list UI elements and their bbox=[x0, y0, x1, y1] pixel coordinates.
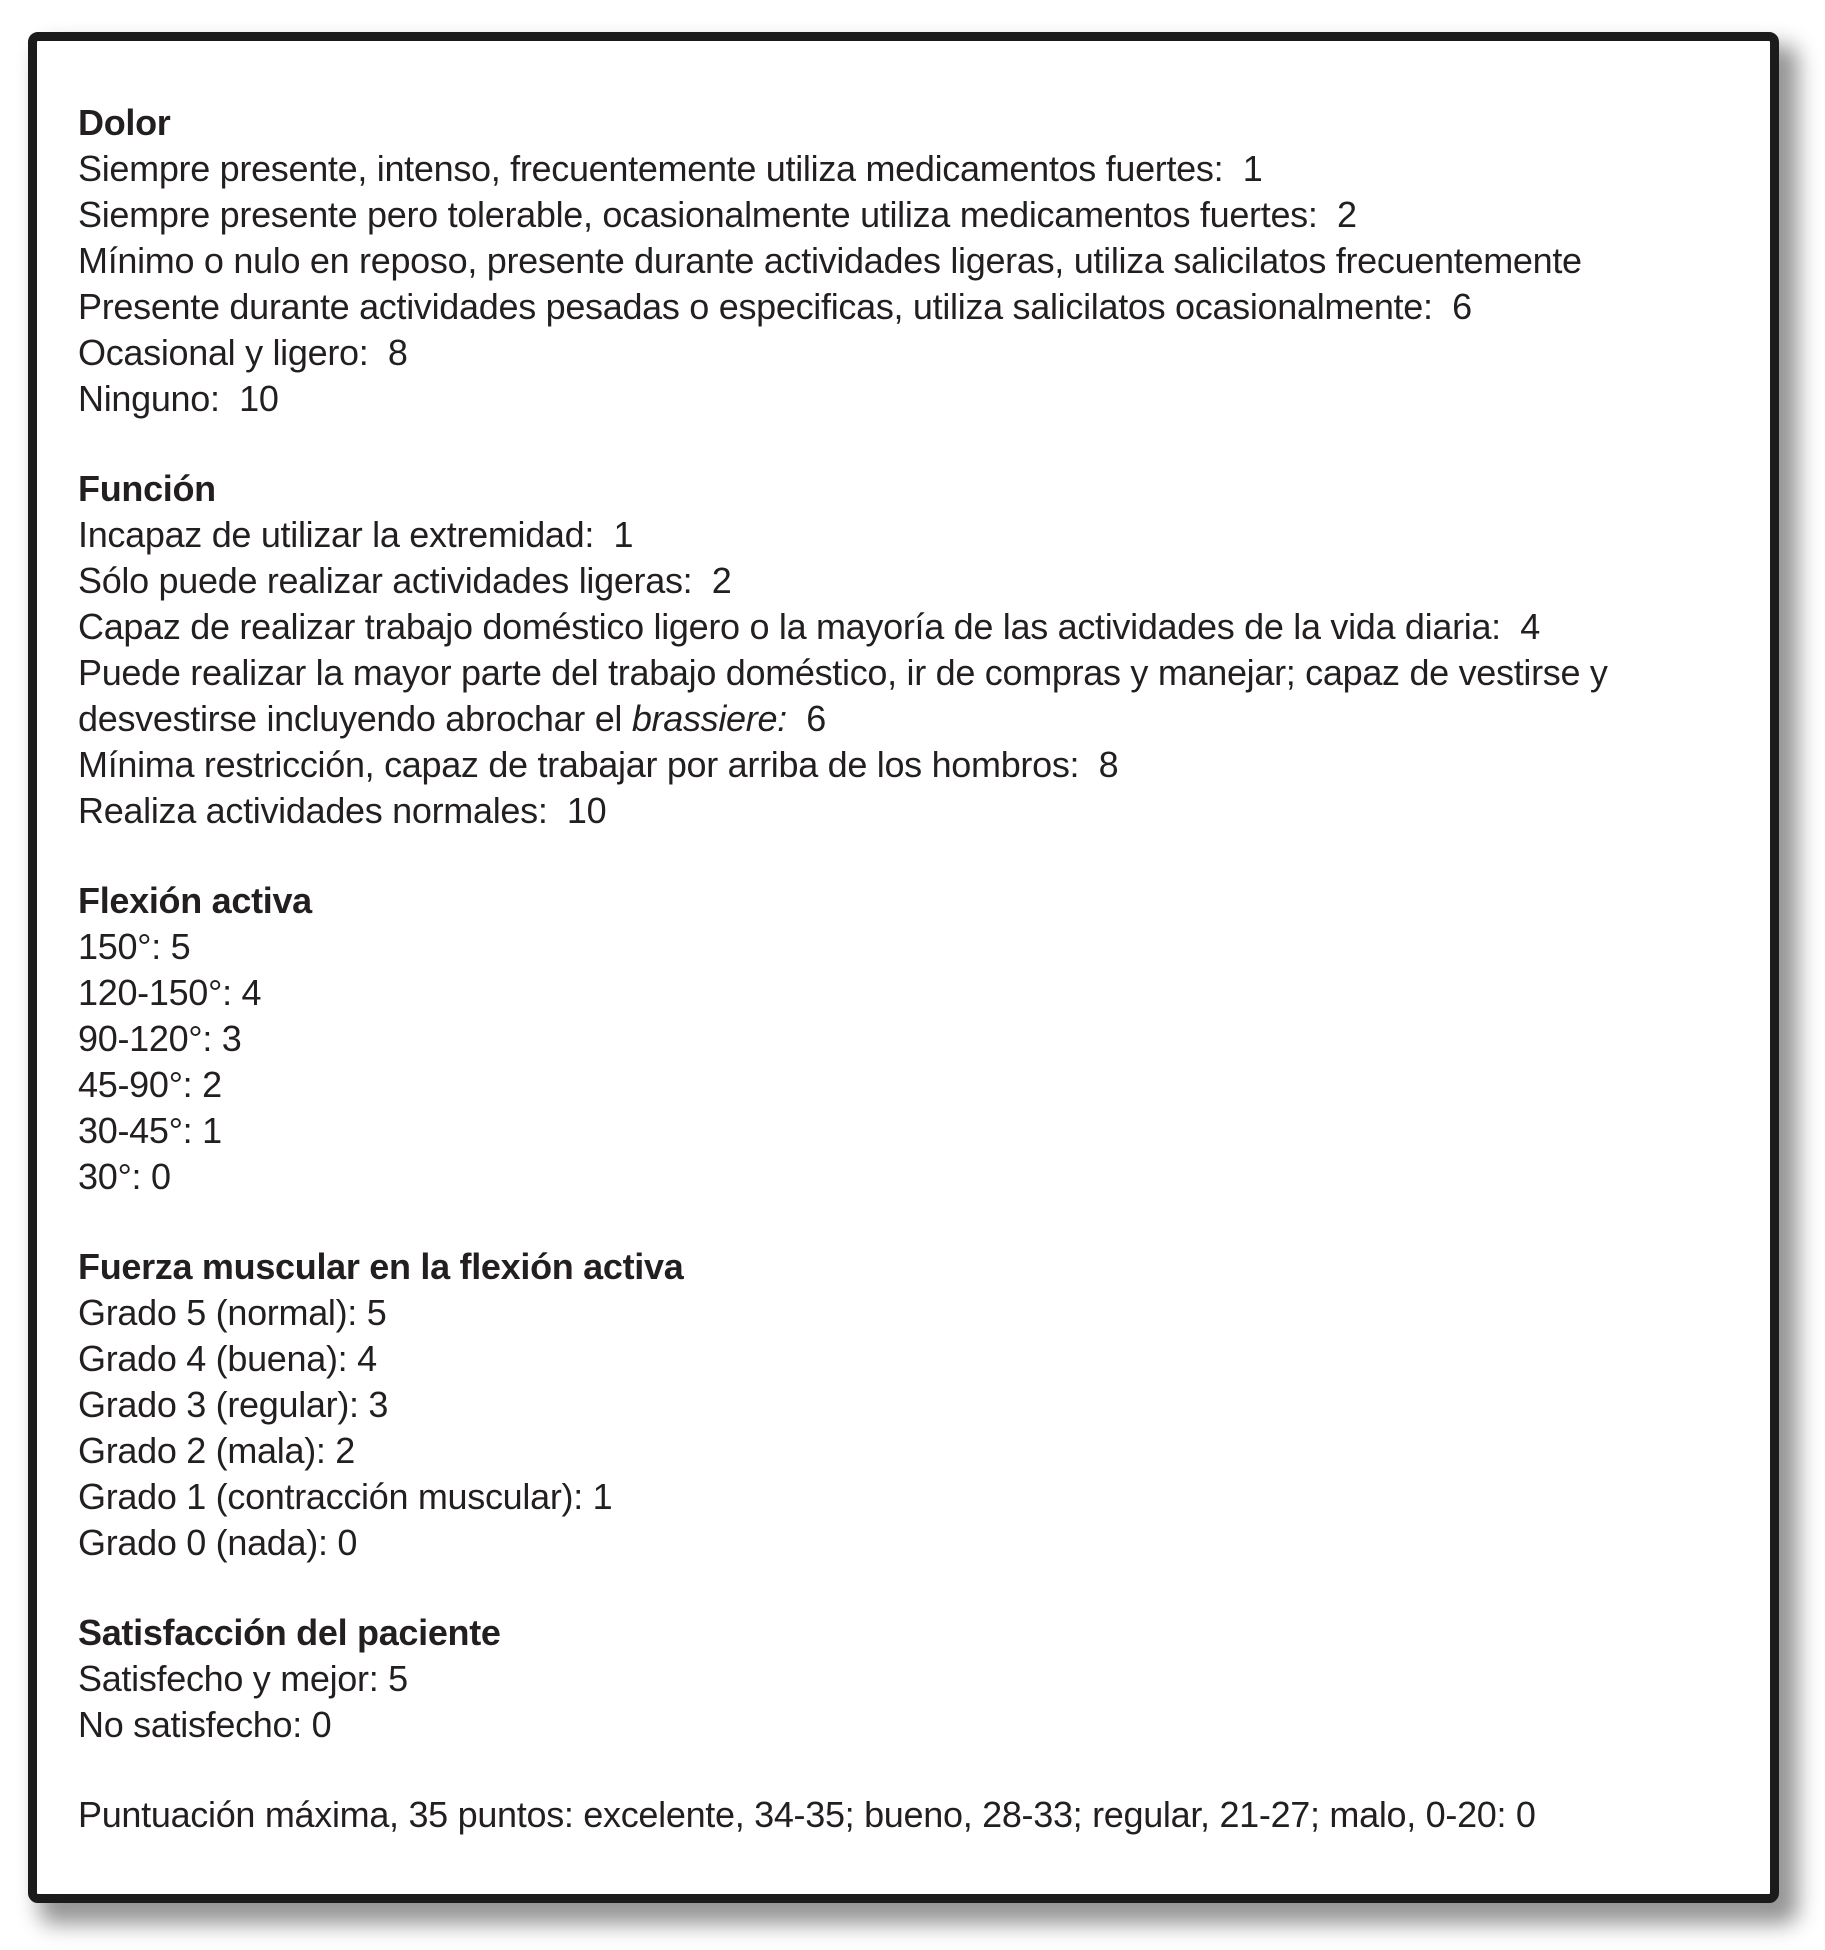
score-line bbox=[78, 1382, 1698, 1428]
score-section bbox=[78, 100, 1698, 422]
score-line bbox=[78, 1016, 1698, 1062]
score-line bbox=[78, 1702, 1698, 1748]
score-line bbox=[78, 376, 1698, 422]
score-line bbox=[78, 1474, 1698, 1520]
section-heading: Flexión activa bbox=[78, 880, 312, 921]
line-text: Ocasional y ligero: 8 bbox=[78, 332, 408, 373]
section-heading: Fuerza muscular en la flexión activa bbox=[78, 1246, 684, 1287]
line-text: Sólo puede realizar actividades ligeras: 2 bbox=[78, 560, 732, 601]
score-line bbox=[78, 330, 1698, 376]
score-line bbox=[78, 558, 1698, 604]
line-text: 90-120°: 3 bbox=[78, 1018, 242, 1059]
line-text: Grado 4 (buena): 4 bbox=[78, 1338, 377, 1379]
line-text: 45-90°: 2 bbox=[78, 1064, 222, 1105]
line-text: Presente durante actividades pesadas o especificas, utiliza salicilatos ocasionalmente: 6 bbox=[78, 286, 1472, 327]
line-text: Satisfecho y mejor: 5 bbox=[78, 1658, 408, 1699]
line-text: Incapaz de utilizar la extremidad: 1 bbox=[78, 514, 634, 555]
score-section bbox=[78, 466, 1698, 834]
line-text: Capaz de realizar trabajo doméstico ligero o la mayoría de las actividades de la vida diaria: 4 bbox=[78, 606, 1541, 647]
score-line bbox=[78, 238, 1698, 284]
score-line bbox=[78, 146, 1698, 192]
score-line bbox=[78, 1656, 1698, 1702]
score-line bbox=[78, 1520, 1698, 1566]
score-section bbox=[78, 1244, 1698, 1566]
scoring-summary-line bbox=[78, 1792, 1698, 1838]
section-heading: Dolor bbox=[78, 102, 171, 143]
line-text: 120-150°: 4 bbox=[78, 972, 262, 1013]
line-text: 30-45°: 1 bbox=[78, 1110, 222, 1151]
line-text: 150°: 5 bbox=[78, 926, 191, 967]
line-text: Grado 2 (mala): 2 bbox=[78, 1430, 356, 1471]
line-text: Siempre presente pero tolerable, ocasionalmente utiliza medicamentos fuertes: 2 bbox=[78, 194, 1357, 235]
score-line bbox=[78, 650, 1698, 742]
score-line bbox=[78, 1154, 1698, 1200]
score-section bbox=[78, 1610, 1698, 1748]
line-text: Grado 0 (nada): 0 bbox=[78, 1522, 358, 1563]
section-heading: Satisfacción del paciente bbox=[78, 1612, 501, 1653]
score-line bbox=[78, 1428, 1698, 1474]
line-text: Realiza actividades normales: 10 bbox=[78, 790, 607, 831]
score-line bbox=[78, 1062, 1698, 1108]
line-text: 30°: 0 bbox=[78, 1156, 171, 1197]
score-line bbox=[78, 924, 1698, 970]
line-text: No satisfecho: 0 bbox=[78, 1704, 332, 1745]
score-table-frame bbox=[28, 32, 1779, 1903]
section-heading: Función bbox=[78, 468, 216, 509]
score-line bbox=[78, 192, 1698, 238]
score-line bbox=[78, 970, 1698, 1016]
line-text: Puede realizar la mayor parte del trabajo doméstico, ir de compras y manejar; capaz de vestirse y desvestirse incluyendo abrochar el bbox=[78, 652, 1618, 739]
line-text: Puntuación máxima, 35 puntos: excelente, 34-35; bueno, 28-33; regular, 21-27; malo, 0-20: 0 bbox=[78, 1794, 1536, 1835]
italic-term: brassiere: bbox=[631, 698, 787, 739]
line-text: 6 bbox=[786, 698, 827, 739]
line-text: Grado 1 (contracción muscular): 1 bbox=[78, 1476, 613, 1517]
score-line bbox=[78, 604, 1698, 650]
line-text: Grado 3 (regular): 3 bbox=[78, 1384, 389, 1425]
score-line bbox=[78, 788, 1698, 834]
score-section bbox=[78, 878, 1698, 1200]
score-line bbox=[78, 512, 1698, 558]
line-text: Grado 5 (normal): 5 bbox=[78, 1292, 387, 1333]
score-line bbox=[78, 284, 1698, 330]
line-text: Mínima restricción, capaz de trabajar por arriba de los hombros: 8 bbox=[78, 744, 1119, 785]
score-line bbox=[78, 742, 1698, 788]
line-text: Ninguno: 10 bbox=[78, 378, 279, 419]
score-line bbox=[78, 1336, 1698, 1382]
line-text: Siempre presente, intenso, frecuentemente utiliza medicamentos fuertes: 1 bbox=[78, 148, 1263, 189]
line-text: Mínimo o nulo en reposo, presente durante actividades ligeras, utiliza salicilatos frecuentemente bbox=[78, 240, 1582, 281]
score-table-content bbox=[37, 41, 1698, 1838]
score-line bbox=[78, 1290, 1698, 1336]
score-line bbox=[78, 1108, 1698, 1154]
